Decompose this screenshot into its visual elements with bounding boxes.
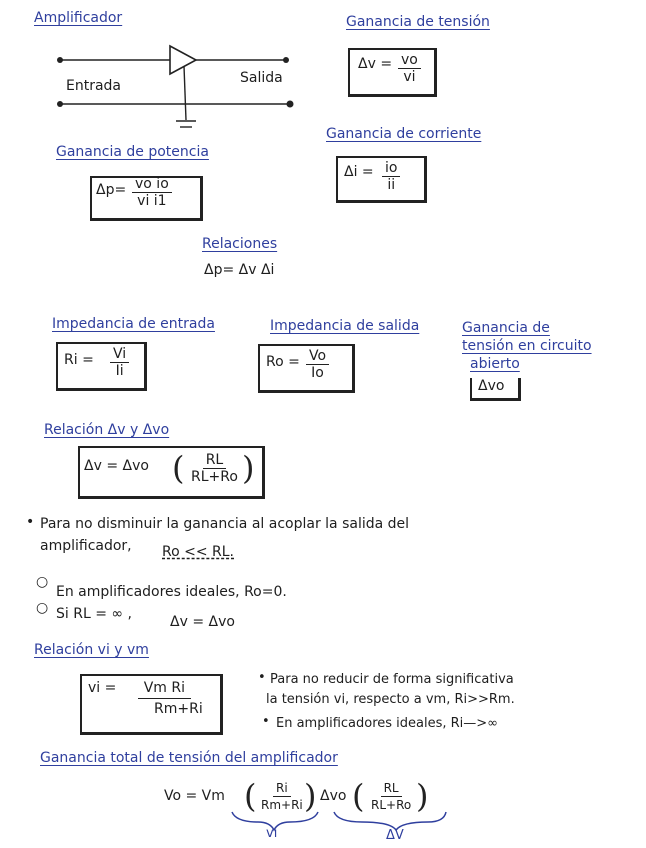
bullet-circle-1: ○	[36, 574, 49, 590]
formula-av-den: vi	[403, 69, 416, 85]
formula-avo: Δvo	[478, 378, 505, 394]
formula-ai-num: io	[382, 160, 400, 177]
heading-ganancia-ca-3: abierto	[470, 356, 520, 372]
paren-total-1-right: )	[304, 777, 317, 815]
heading-ganancia-potencia: Ganancia de potencia	[56, 144, 209, 160]
formula-ri-num: Vi	[110, 346, 129, 363]
formula-av-avo-lhs: Δv = Δvo	[84, 458, 149, 474]
label-salida: Salida	[240, 70, 283, 86]
note-2: En amplificadores ideales, Ro=0.	[56, 584, 287, 600]
paren-left: (	[172, 449, 185, 487]
heading-ganancia-tension: Ganancia de tensión	[346, 14, 490, 30]
formula-ai-den: ii	[387, 177, 396, 193]
formula-ro-num: Vo	[306, 348, 329, 365]
formula-total-num-1: Ri	[273, 780, 291, 797]
formula-av-num: vo	[398, 52, 421, 69]
note-4-line-2: la tensión vi, respecto a vm, Ri>>Rm.	[266, 692, 515, 707]
paren-total-1-left: (	[244, 777, 257, 815]
formula-total-den-1: Rm+Ri	[261, 798, 303, 812]
formula-relacion: Δp= Δv Δi	[204, 262, 275, 278]
formula-total-lhs: Vo = Vm	[164, 788, 225, 804]
paren-total-2-left: (	[352, 777, 365, 815]
note-5: En amplificadores ideales, Ri—>∞	[276, 716, 499, 731]
note-3-b: Δv = Δvo	[170, 614, 235, 630]
heading-ganancia-total: Ganancia total de tensión del amplificador	[40, 750, 338, 766]
heading-relacion-vi-vm: Relación vi y vm	[34, 642, 149, 658]
formula-vi-vm-lhs: vi =	[88, 680, 117, 696]
formula-av-lhs: Δv =	[358, 56, 393, 72]
heading-impedancia-entrada: Impedancia de entrada	[52, 316, 215, 332]
formula-vi-vm-num: Vm Ri	[138, 680, 191, 699]
paren-right: )	[242, 449, 255, 487]
heading-ganancia-ca-2: tensión en circuito	[462, 338, 592, 354]
heading-ganancia-ca-1: Ganancia de	[462, 320, 550, 336]
heading-amplificador: Amplificador	[34, 10, 123, 26]
formula-ap-lhs: Δp=	[96, 182, 127, 198]
bullet-dot-2: •	[258, 670, 266, 685]
formula-ro-den: Io	[311, 365, 324, 381]
heading-ganancia-corriente: Ganancia de corriente	[326, 126, 482, 142]
formula-av-avo-den: RL+Ro	[191, 469, 238, 485]
heading-relacion-av-avo: Relación Δv y Δvo	[44, 422, 170, 438]
formula-ri-lhs: Ri =	[64, 352, 94, 368]
formula-ro-lhs: Ro =	[266, 354, 300, 370]
formula-av-avo-num: RL	[203, 452, 227, 469]
formula-total-num-2: RL	[381, 780, 402, 797]
formula-total-den-2: RL+Ro	[371, 798, 412, 812]
formula-ap-num: vo io	[132, 176, 172, 193]
formula-total-mid: Δvo	[320, 788, 347, 804]
brace-label-av: ΔV	[386, 828, 404, 843]
heading-relaciones: Relaciones	[202, 236, 278, 252]
formula-ri-den: Ii	[115, 363, 124, 379]
note-1-line-2: amplificador,	[40, 538, 132, 554]
brace-label-vi: vi	[266, 826, 278, 841]
formula-ai-lhs: Δi =	[344, 164, 374, 180]
bullet-dot-1: •	[26, 514, 35, 530]
bullet-dot-3: •	[262, 714, 270, 729]
note-4-line-1: Para no reducir de forma significativa	[270, 672, 514, 687]
paren-total-2-right: )	[416, 777, 429, 815]
bullet-circle-2: ○	[36, 600, 49, 616]
note-1-condition: Ro << RL.	[162, 544, 235, 560]
label-entrada: Entrada	[66, 78, 122, 94]
note-1-line-1: Para no disminuir la ganancia al acoplar la salida del	[40, 516, 410, 532]
heading-impedancia-salida: Impedancia de salida	[270, 318, 420, 334]
formula-vi-vm-den: Rm+Ri	[154, 701, 203, 717]
formula-ap-den: vi i1	[137, 193, 167, 209]
note-3-a: Si RL = ∞ ,	[56, 606, 132, 622]
